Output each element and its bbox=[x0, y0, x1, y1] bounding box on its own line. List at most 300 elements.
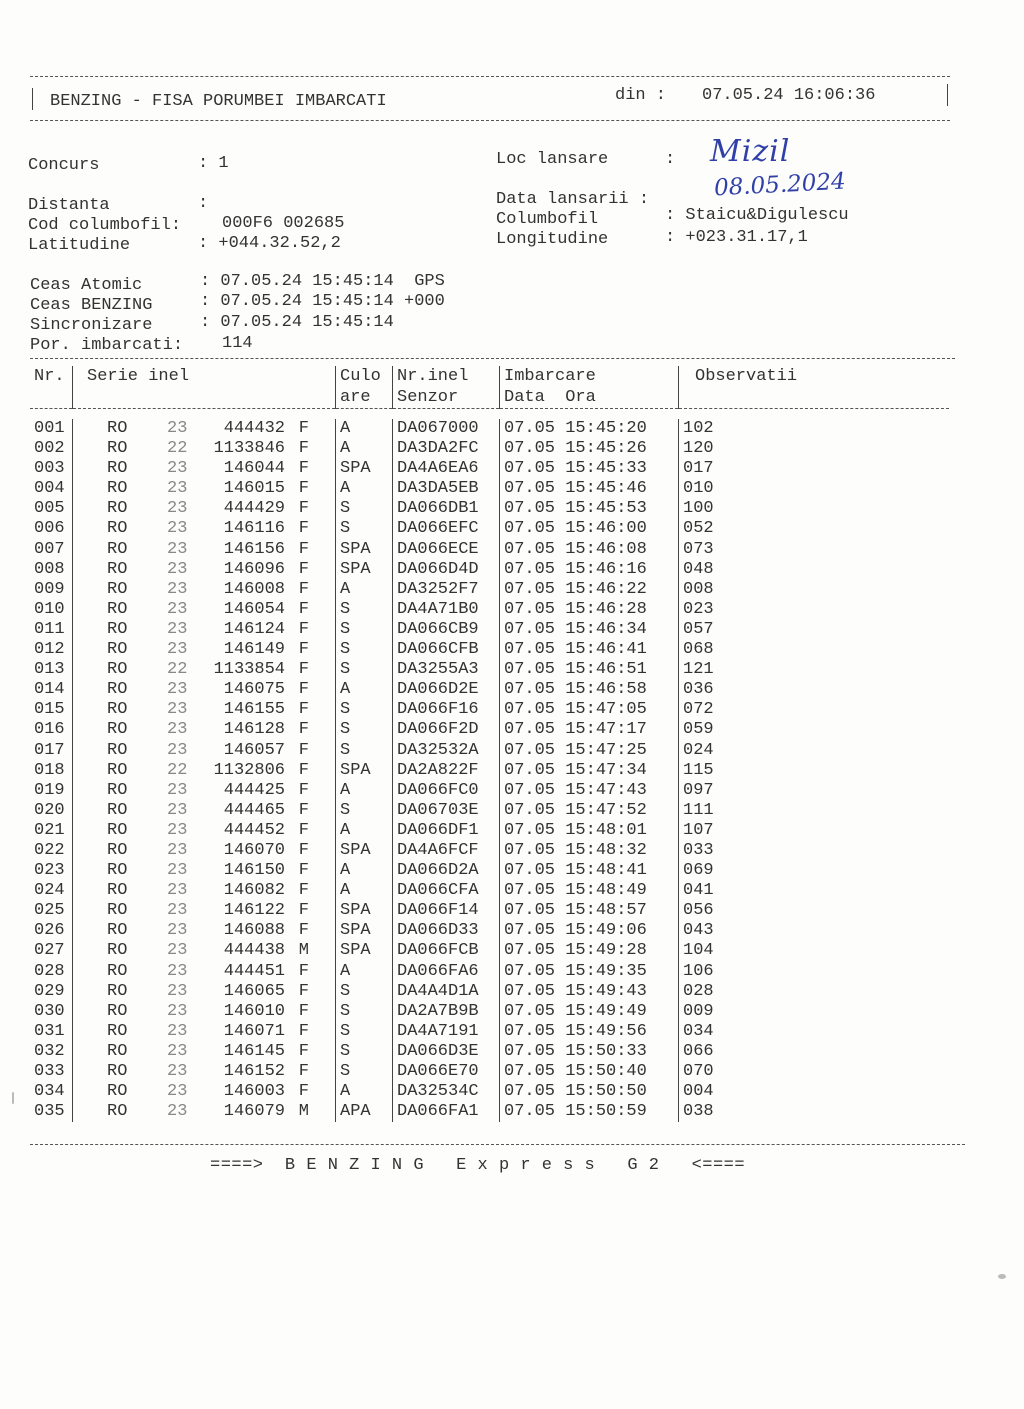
row-inel: 146156 bbox=[223, 539, 285, 559]
row-inel: 444451 bbox=[223, 961, 285, 981]
row-tara: RO bbox=[107, 740, 128, 760]
row-an: 22 bbox=[167, 660, 188, 680]
row-inel: 1133854 bbox=[213, 660, 285, 680]
ceas-atomic-value: : 07.05.24 15:45:14 GPS bbox=[200, 272, 445, 291]
row-nr: 028 bbox=[34, 961, 65, 981]
row-inel: 146010 bbox=[223, 1001, 285, 1021]
row-culoare: A bbox=[336, 781, 393, 801]
row-tara: RO bbox=[107, 680, 128, 700]
row-sex: F bbox=[298, 901, 309, 921]
row-data: 07.05 bbox=[504, 439, 556, 459]
row-serie-inel bbox=[73, 580, 336, 600]
sincronizare-value: : 07.05.24 15:45:14 bbox=[200, 313, 394, 332]
row-culoare: A bbox=[336, 479, 393, 499]
row-culoare: APA bbox=[336, 1102, 393, 1122]
row-sex: F bbox=[298, 921, 309, 941]
table-row bbox=[30, 982, 949, 1002]
row-inel: 1132806 bbox=[213, 760, 285, 780]
title-left-border bbox=[32, 88, 33, 110]
table-row bbox=[30, 962, 949, 982]
row-an: 23 bbox=[167, 921, 188, 941]
row-data: 07.05 bbox=[504, 640, 556, 660]
row-nr: 031 bbox=[34, 1021, 65, 1041]
row-nr: 013 bbox=[34, 660, 65, 680]
row-nr: 025 bbox=[34, 901, 65, 921]
row-imbarcare bbox=[500, 982, 679, 1002]
row-observatii: 069 bbox=[679, 861, 950, 881]
row-observatii: 115 bbox=[679, 761, 950, 781]
row-imbarcare bbox=[500, 741, 679, 761]
row-observatii: 028 bbox=[679, 982, 950, 1002]
row-serie-inel bbox=[73, 459, 336, 479]
row-nr: 023 bbox=[34, 861, 65, 881]
row-culoare: A bbox=[336, 962, 393, 982]
row-senzor: DA066F14 bbox=[393, 901, 500, 921]
row-serie-inel bbox=[73, 700, 336, 720]
row-ora: 15:49:06 bbox=[565, 921, 647, 941]
row-inel: 146008 bbox=[223, 579, 285, 599]
table-header-row-1 bbox=[30, 366, 949, 387]
cod-columbofil-value: 000F6 002685 bbox=[222, 214, 345, 233]
row-nr: 021 bbox=[34, 820, 65, 840]
row-observatii: 010 bbox=[679, 479, 950, 499]
row-nr: 008 bbox=[34, 559, 65, 579]
row-culoare: S bbox=[336, 741, 393, 761]
row-culoare: SPA bbox=[336, 540, 393, 560]
row-culoare: SPA bbox=[336, 560, 393, 580]
row-observatii: 097 bbox=[679, 781, 950, 801]
row-inel: 146116 bbox=[223, 519, 285, 539]
row-inel: 146003 bbox=[223, 1082, 285, 1102]
row-nr: 033 bbox=[34, 1062, 65, 1081]
row-inel: 146152 bbox=[223, 1062, 285, 1081]
row-inel: 146079 bbox=[223, 1102, 285, 1122]
row-senzor: DA06703E bbox=[393, 801, 500, 821]
table-row bbox=[30, 941, 949, 961]
row-nr: 022 bbox=[34, 840, 65, 860]
row-senzor: DA066CFB bbox=[393, 640, 500, 660]
ceas-benzing-value: : 07.05.24 15:45:14 +000 bbox=[200, 292, 445, 311]
row-culoare: S bbox=[336, 1062, 393, 1082]
row-sex: F bbox=[298, 780, 309, 800]
row-ora: 15:46:34 bbox=[565, 619, 647, 639]
row-data: 07.05 bbox=[504, 1021, 556, 1041]
row-tara: RO bbox=[107, 760, 128, 780]
col-header-nr-inel: Nr.inel bbox=[393, 366, 500, 387]
row-nr: 017 bbox=[34, 740, 65, 760]
row-inel: 146122 bbox=[223, 901, 285, 921]
row-sex: M bbox=[298, 1102, 309, 1122]
row-culoare: S bbox=[336, 1022, 393, 1042]
row-senzor: DA066D3E bbox=[393, 1042, 500, 1062]
row-ora: 15:49:56 bbox=[565, 1021, 647, 1041]
row-serie-inel bbox=[73, 821, 336, 841]
col-header-senzor: Senzor bbox=[393, 387, 500, 409]
row-nr: 003 bbox=[34, 459, 65, 479]
row-nr: 029 bbox=[34, 981, 65, 1001]
row-an: 23 bbox=[167, 599, 188, 619]
title-right-border bbox=[947, 84, 948, 106]
row-sex: F bbox=[298, 599, 309, 619]
col-header-culo: Culo bbox=[336, 366, 393, 387]
row-tara: RO bbox=[107, 881, 128, 901]
row-culoare: A bbox=[336, 881, 393, 901]
row-senzor: DA2A7B9B bbox=[393, 1002, 500, 1022]
row-data: 07.05 bbox=[504, 559, 556, 579]
row-imbarcare bbox=[500, 1102, 679, 1122]
row-data: 07.05 bbox=[504, 740, 556, 760]
row-observatii: 073 bbox=[679, 540, 950, 560]
row-imbarcare bbox=[500, 1062, 679, 1082]
table-row bbox=[30, 841, 949, 861]
row-data: 07.05 bbox=[504, 901, 556, 921]
row-imbarcare bbox=[500, 680, 679, 700]
longitudine-label: Longitudine bbox=[496, 230, 609, 249]
distanta-label: Distanta bbox=[28, 196, 110, 215]
row-serie-inel bbox=[73, 801, 336, 821]
row-data: 07.05 bbox=[504, 941, 556, 961]
row-data: 07.05 bbox=[504, 780, 556, 800]
row-tara: RO bbox=[107, 800, 128, 820]
table-row bbox=[30, 1042, 949, 1062]
row-an: 23 bbox=[167, 1062, 188, 1081]
row-an: 22 bbox=[167, 760, 188, 780]
sincronizare-label: Sincronizare bbox=[30, 316, 153, 335]
row-ora: 15:46:00 bbox=[565, 519, 647, 539]
row-culoare: S bbox=[336, 720, 393, 740]
row-ora: 15:48:01 bbox=[565, 820, 647, 840]
row-tara: RO bbox=[107, 1102, 128, 1122]
row-sex: F bbox=[298, 740, 309, 760]
row-inel: 146065 bbox=[223, 981, 285, 1001]
row-ora: 15:48:57 bbox=[565, 901, 647, 921]
row-data: 07.05 bbox=[504, 459, 556, 479]
row-imbarcare bbox=[500, 821, 679, 841]
row-sex: F bbox=[298, 439, 309, 459]
row-tara: RO bbox=[107, 901, 128, 921]
row-serie-inel bbox=[73, 962, 336, 982]
row-data: 07.05 bbox=[504, 700, 556, 720]
row-inel: 146054 bbox=[223, 599, 285, 619]
row-sex: F bbox=[298, 539, 309, 559]
row-data: 07.05 bbox=[504, 519, 556, 539]
row-data: 07.05 bbox=[504, 539, 556, 559]
row-data: 07.05 bbox=[504, 861, 556, 881]
row-serie-inel bbox=[73, 1002, 336, 1022]
row-senzor: DA066CFA bbox=[393, 881, 500, 901]
concurs-value: : 1 bbox=[198, 154, 229, 173]
row-ora: 15:46:41 bbox=[565, 640, 647, 660]
row-senzor: DA4A6FCF bbox=[393, 841, 500, 861]
row-culoare: S bbox=[336, 801, 393, 821]
row-senzor: DA066E70 bbox=[393, 1062, 500, 1082]
table-row bbox=[30, 519, 949, 539]
concurs-label: Concurs bbox=[28, 156, 100, 175]
row-tara: RO bbox=[107, 700, 128, 720]
row-inel: 146044 bbox=[223, 459, 285, 479]
row-data: 07.05 bbox=[504, 800, 556, 820]
row-nr: 030 bbox=[34, 1001, 65, 1021]
row-senzor: DA066D2E bbox=[393, 680, 500, 700]
row-observatii: 038 bbox=[679, 1102, 950, 1122]
row-inel: 146082 bbox=[223, 881, 285, 901]
longitudine-value: : +023.31.17,1 bbox=[665, 228, 808, 247]
row-serie-inel bbox=[73, 560, 336, 580]
row-culoare: S bbox=[336, 1042, 393, 1062]
row-tara: RO bbox=[107, 519, 128, 539]
row-data: 07.05 bbox=[504, 1062, 556, 1081]
row-observatii: 068 bbox=[679, 640, 950, 660]
row-inel: 146124 bbox=[223, 619, 285, 639]
row-observatii: 066 bbox=[679, 1042, 950, 1062]
row-nr: 009 bbox=[34, 579, 65, 599]
row-nr: 015 bbox=[34, 700, 65, 720]
row-serie-inel bbox=[73, 499, 336, 519]
table-row bbox=[30, 419, 949, 439]
row-senzor: DA066D4D bbox=[393, 560, 500, 580]
row-nr: 004 bbox=[34, 479, 65, 499]
table-row bbox=[30, 479, 949, 499]
row-senzor: DA32534C bbox=[393, 1082, 500, 1102]
row-serie-inel bbox=[73, 781, 336, 801]
row-tara: RO bbox=[107, 780, 128, 800]
row-data: 07.05 bbox=[504, 599, 556, 619]
columbofil-value: : Staicu&Digulescu bbox=[665, 206, 849, 225]
row-tara: RO bbox=[107, 820, 128, 840]
row-inel: 146057 bbox=[223, 740, 285, 760]
row-nr: 007 bbox=[34, 539, 65, 559]
row-culoare: A bbox=[336, 680, 393, 700]
row-serie-inel bbox=[73, 861, 336, 881]
row-senzor: DA4A4D1A bbox=[393, 982, 500, 1002]
row-data: 07.05 bbox=[504, 921, 556, 941]
row-senzor: DA3DA2FC bbox=[393, 439, 500, 459]
scan-speck bbox=[998, 1274, 1006, 1279]
row-ora: 15:50:50 bbox=[565, 1082, 647, 1102]
row-an: 23 bbox=[167, 1102, 188, 1122]
row-sex: F bbox=[298, 861, 309, 881]
col-header-data-ora: Data Ora bbox=[500, 387, 679, 409]
embarked-pigeons-table bbox=[30, 366, 949, 1122]
data-lansarii-label: Data lansarii : bbox=[496, 190, 650, 209]
row-an: 23 bbox=[167, 640, 188, 660]
row-culoare: A bbox=[336, 821, 393, 841]
row-serie-inel bbox=[73, 881, 336, 901]
row-ora: 15:47:05 bbox=[565, 700, 647, 720]
row-data: 07.05 bbox=[504, 1001, 556, 1021]
table-row bbox=[30, 741, 949, 761]
row-data: 07.05 bbox=[504, 1082, 556, 1102]
row-observatii: 048 bbox=[679, 560, 950, 580]
row-inel: 444465 bbox=[223, 800, 285, 820]
row-serie-inel bbox=[73, 1102, 336, 1122]
table-row bbox=[30, 499, 949, 519]
row-an: 23 bbox=[167, 1021, 188, 1041]
row-an: 23 bbox=[167, 499, 188, 519]
porumbei-imbarcati-value: 114 bbox=[222, 334, 253, 353]
row-culoare: S bbox=[336, 519, 393, 539]
row-ora: 15:48:32 bbox=[565, 840, 647, 860]
row-sex: F bbox=[298, 579, 309, 599]
ceas-atomic-label: Ceas Atomic bbox=[30, 276, 143, 295]
row-observatii: 106 bbox=[679, 962, 950, 982]
row-culoare: S bbox=[336, 499, 393, 519]
row-senzor: DA066CB9 bbox=[393, 620, 500, 640]
row-observatii: 024 bbox=[679, 741, 950, 761]
row-imbarcare bbox=[500, 519, 679, 539]
row-senzor: DA3DA5EB bbox=[393, 479, 500, 499]
row-culoare: S bbox=[336, 660, 393, 680]
row-an: 23 bbox=[167, 820, 188, 840]
row-sex: F bbox=[298, 1001, 309, 1021]
row-tara: RO bbox=[107, 861, 128, 881]
row-culoare: SPA bbox=[336, 921, 393, 941]
row-imbarcare bbox=[500, 479, 679, 499]
row-nr: 026 bbox=[34, 921, 65, 941]
row-serie-inel bbox=[73, 439, 336, 459]
row-tara: RO bbox=[107, 539, 128, 559]
row-senzor: DA066EFC bbox=[393, 519, 500, 539]
row-senzor: DA066DB1 bbox=[393, 499, 500, 519]
row-inel: 146096 bbox=[223, 559, 285, 579]
row-an: 23 bbox=[167, 559, 188, 579]
row-nr: 016 bbox=[34, 720, 65, 740]
row-an: 23 bbox=[167, 479, 188, 499]
row-data: 07.05 bbox=[504, 1102, 556, 1122]
row-senzor: DA32532A bbox=[393, 741, 500, 761]
row-tara: RO bbox=[107, 1041, 128, 1061]
table-row bbox=[30, 580, 949, 600]
loc-lansare-handwritten: Mizil bbox=[710, 134, 791, 169]
row-serie-inel bbox=[73, 1082, 336, 1102]
row-serie-inel bbox=[73, 741, 336, 761]
row-data: 07.05 bbox=[504, 499, 556, 519]
table-row bbox=[30, 801, 949, 821]
table-row bbox=[30, 821, 949, 841]
row-senzor: DA2A822F bbox=[393, 761, 500, 781]
row-tara: RO bbox=[107, 599, 128, 619]
row-tara: RO bbox=[107, 559, 128, 579]
row-nr: 020 bbox=[34, 800, 65, 820]
row-inel: 146145 bbox=[223, 1041, 285, 1061]
row-senzor: DA3252F7 bbox=[393, 580, 500, 600]
row-observatii: 041 bbox=[679, 881, 950, 901]
ceas-benzing-label: Ceas BENZING bbox=[30, 296, 153, 315]
row-tara: RO bbox=[107, 640, 128, 660]
data-lansarii-handwritten: 08.05.2024 bbox=[713, 168, 847, 202]
row-culoare: S bbox=[336, 600, 393, 620]
table-row bbox=[30, 620, 949, 640]
row-an: 23 bbox=[167, 740, 188, 760]
document-title: BENZING - FISA PORUMBEI IMBARCATI bbox=[50, 92, 387, 111]
table-bottom-rule bbox=[30, 1144, 965, 1145]
row-observatii: 023 bbox=[679, 600, 950, 620]
row-serie-inel bbox=[73, 519, 336, 539]
row-sex: F bbox=[298, 881, 309, 901]
row-senzor: DA3255A3 bbox=[393, 660, 500, 680]
title-top-rule bbox=[30, 76, 950, 77]
latitudine-value: : +044.32.52,2 bbox=[198, 234, 341, 253]
table-row bbox=[30, 1082, 949, 1102]
row-imbarcare bbox=[500, 761, 679, 781]
table-row bbox=[30, 459, 949, 479]
row-sex: F bbox=[298, 499, 309, 519]
row-imbarcare bbox=[500, 439, 679, 459]
row-observatii: 100 bbox=[679, 499, 950, 519]
row-serie-inel bbox=[73, 720, 336, 740]
row-data: 07.05 bbox=[504, 479, 556, 499]
row-nr: 032 bbox=[34, 1041, 65, 1061]
row-inel: 146128 bbox=[223, 720, 285, 740]
row-sex: F bbox=[298, 559, 309, 579]
row-imbarcare bbox=[500, 941, 679, 961]
row-an: 23 bbox=[167, 519, 188, 539]
row-culoare: S bbox=[336, 640, 393, 660]
table-row bbox=[30, 921, 949, 941]
row-serie-inel bbox=[73, 660, 336, 680]
row-nr: 018 bbox=[34, 760, 65, 780]
print-datetime: 07.05.24 16:06:36 bbox=[702, 86, 876, 105]
row-data: 07.05 bbox=[504, 1041, 556, 1061]
row-an: 23 bbox=[167, 459, 188, 479]
row-inel: 146075 bbox=[223, 680, 285, 700]
row-sex: F bbox=[298, 700, 309, 720]
table-row bbox=[30, 700, 949, 720]
row-tara: RO bbox=[107, 579, 128, 599]
row-ora: 15:46:22 bbox=[565, 579, 647, 599]
row-sex: F bbox=[298, 981, 309, 1001]
row-inel: 146150 bbox=[223, 861, 285, 881]
col-header-nr: Nr. bbox=[34, 367, 65, 386]
row-culoare: S bbox=[336, 1002, 393, 1022]
row-serie-inel bbox=[73, 761, 336, 781]
row-ora: 15:46:51 bbox=[565, 660, 647, 680]
row-senzor: DA067000 bbox=[393, 419, 500, 439]
row-sex: F bbox=[298, 1041, 309, 1061]
row-an: 23 bbox=[167, 1082, 188, 1102]
row-data: 07.05 bbox=[504, 660, 556, 680]
row-senzor: DA066F2D bbox=[393, 720, 500, 740]
row-ora: 15:50:33 bbox=[565, 1041, 647, 1061]
row-inel: 146155 bbox=[223, 700, 285, 720]
row-imbarcare bbox=[500, 921, 679, 941]
title-bar bbox=[30, 84, 950, 114]
row-inel: 444432 bbox=[223, 419, 285, 438]
row-senzor: DA066DF1 bbox=[393, 821, 500, 841]
table-row bbox=[30, 781, 949, 801]
table-row bbox=[30, 540, 949, 560]
row-sex: F bbox=[298, 519, 309, 539]
row-observatii: 111 bbox=[679, 801, 950, 821]
distanta-value: : bbox=[198, 194, 209, 213]
row-senzor: DA066F16 bbox=[393, 700, 500, 720]
col-header-are: are bbox=[336, 387, 393, 409]
row-ora: 15:49:43 bbox=[565, 981, 647, 1001]
row-ora: 15:45:53 bbox=[565, 499, 647, 519]
row-tara: RO bbox=[107, 419, 128, 438]
row-inel: 146015 bbox=[223, 479, 285, 499]
row-observatii: 052 bbox=[679, 519, 950, 539]
row-imbarcare bbox=[500, 962, 679, 982]
row-data: 07.05 bbox=[504, 961, 556, 981]
title-bottom-rule bbox=[30, 120, 950, 121]
row-imbarcare bbox=[500, 861, 679, 881]
row-tara: RO bbox=[107, 961, 128, 981]
col-header-observatii-blank bbox=[679, 387, 950, 409]
table-row bbox=[30, 660, 949, 680]
row-ora: 15:46:16 bbox=[565, 559, 647, 579]
row-inel: 146071 bbox=[223, 1021, 285, 1041]
